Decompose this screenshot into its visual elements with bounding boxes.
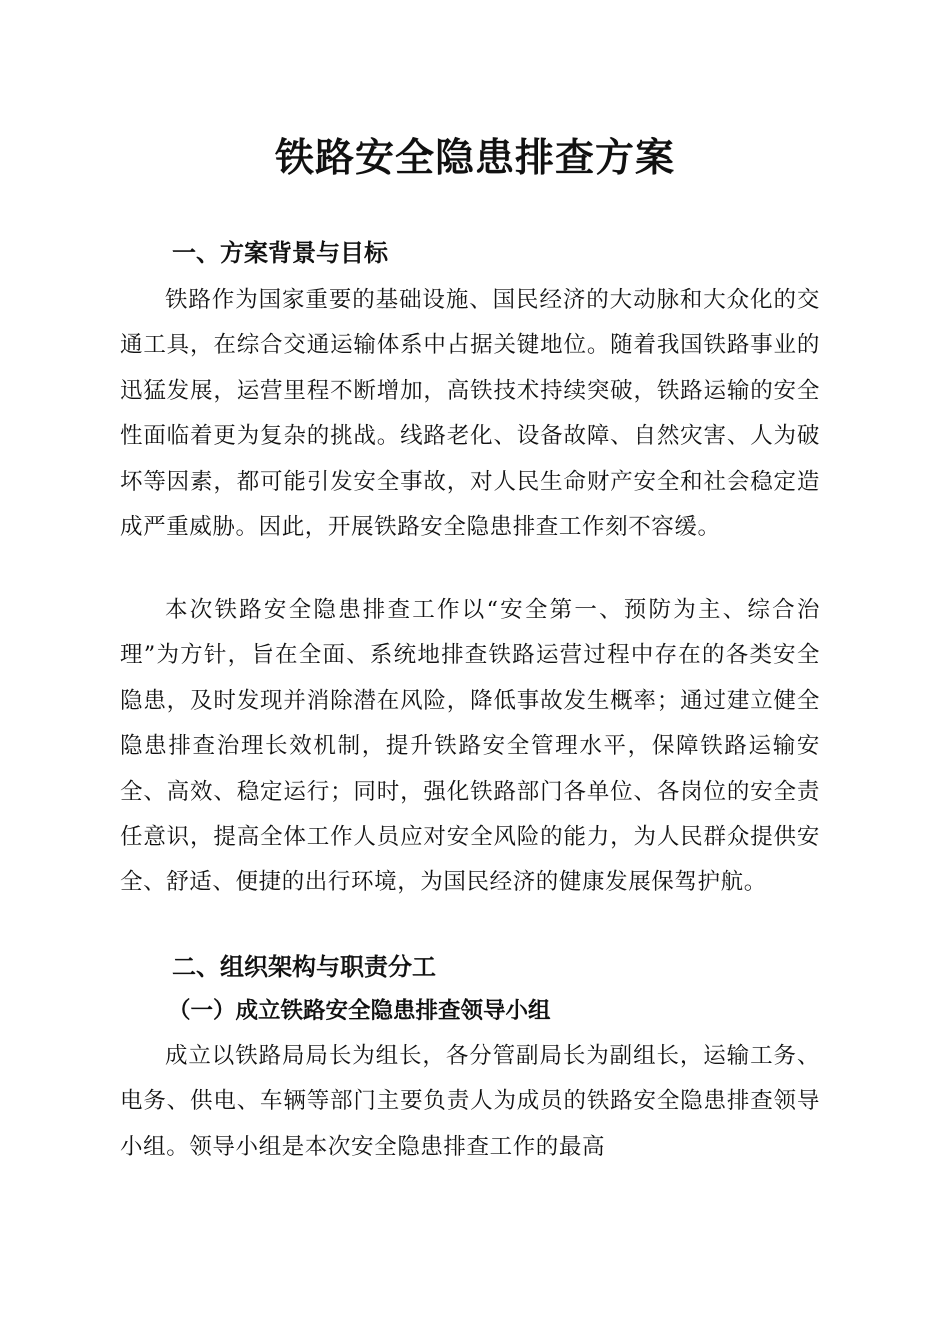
document-title: 铁路安全隐患排查方案 — [274, 135, 675, 181]
section-2-subheading: （一）成立铁路安全隐患排查领导小组 — [168, 998, 551, 1024]
section-1-heading: 一、方案背景与目标 — [172, 239, 388, 267]
section-1-paragraph-2: 本次铁路安全隐患排查工作以“安全第一、预防为主、综合治理”为方针，旨在全面、系统地排查铁路运营过程中存在的各类安全隐患，及时发现并消除潜在风险，降低事故发生概率；通过建立健全隐患排查治理长效机制，提升铁路安全管理水平，保障铁路运输安全、高效、稳定运行；同时，强化铁路部门各单位、各岗位的安全责任意识，提高全体工作人员应对安全风险的能力，为人民群众提供安全、舒适、便捷的出行环境，为国民经济的健康发展保驾护航。 — [120, 597, 820, 896]
section-2-heading: 二、组织架构与职责分工 — [172, 953, 436, 981]
section-1-paragraph-1: 铁路作为国家重要的基础设施、国民经济的大动脉和大众化的交通工具，在综合交通运输体系中占据关键地位。随着我国铁路事业的迅猛发展，运营里程不断增加，高铁技术持续突破，铁路运输的安全性面临着更为复杂的挑战。线路老化、设备故障、自然灾害、人为破坏等因素，都可能引发安全事故，对人民生命财产安全和社会稳定造成严重威胁。因此，开展铁路安全隐患排查工作刻不容缓。 — [120, 287, 820, 541]
section-2-paragraph-1: 成立以铁路局局长为组长，各分管副局长为副组长，运输工务、电务、供电、车辆等部门主要负责人为成员的铁路安全隐患排查领导小组。领导小组是本次安全隐患排查工作的最高 — [120, 1043, 820, 1160]
